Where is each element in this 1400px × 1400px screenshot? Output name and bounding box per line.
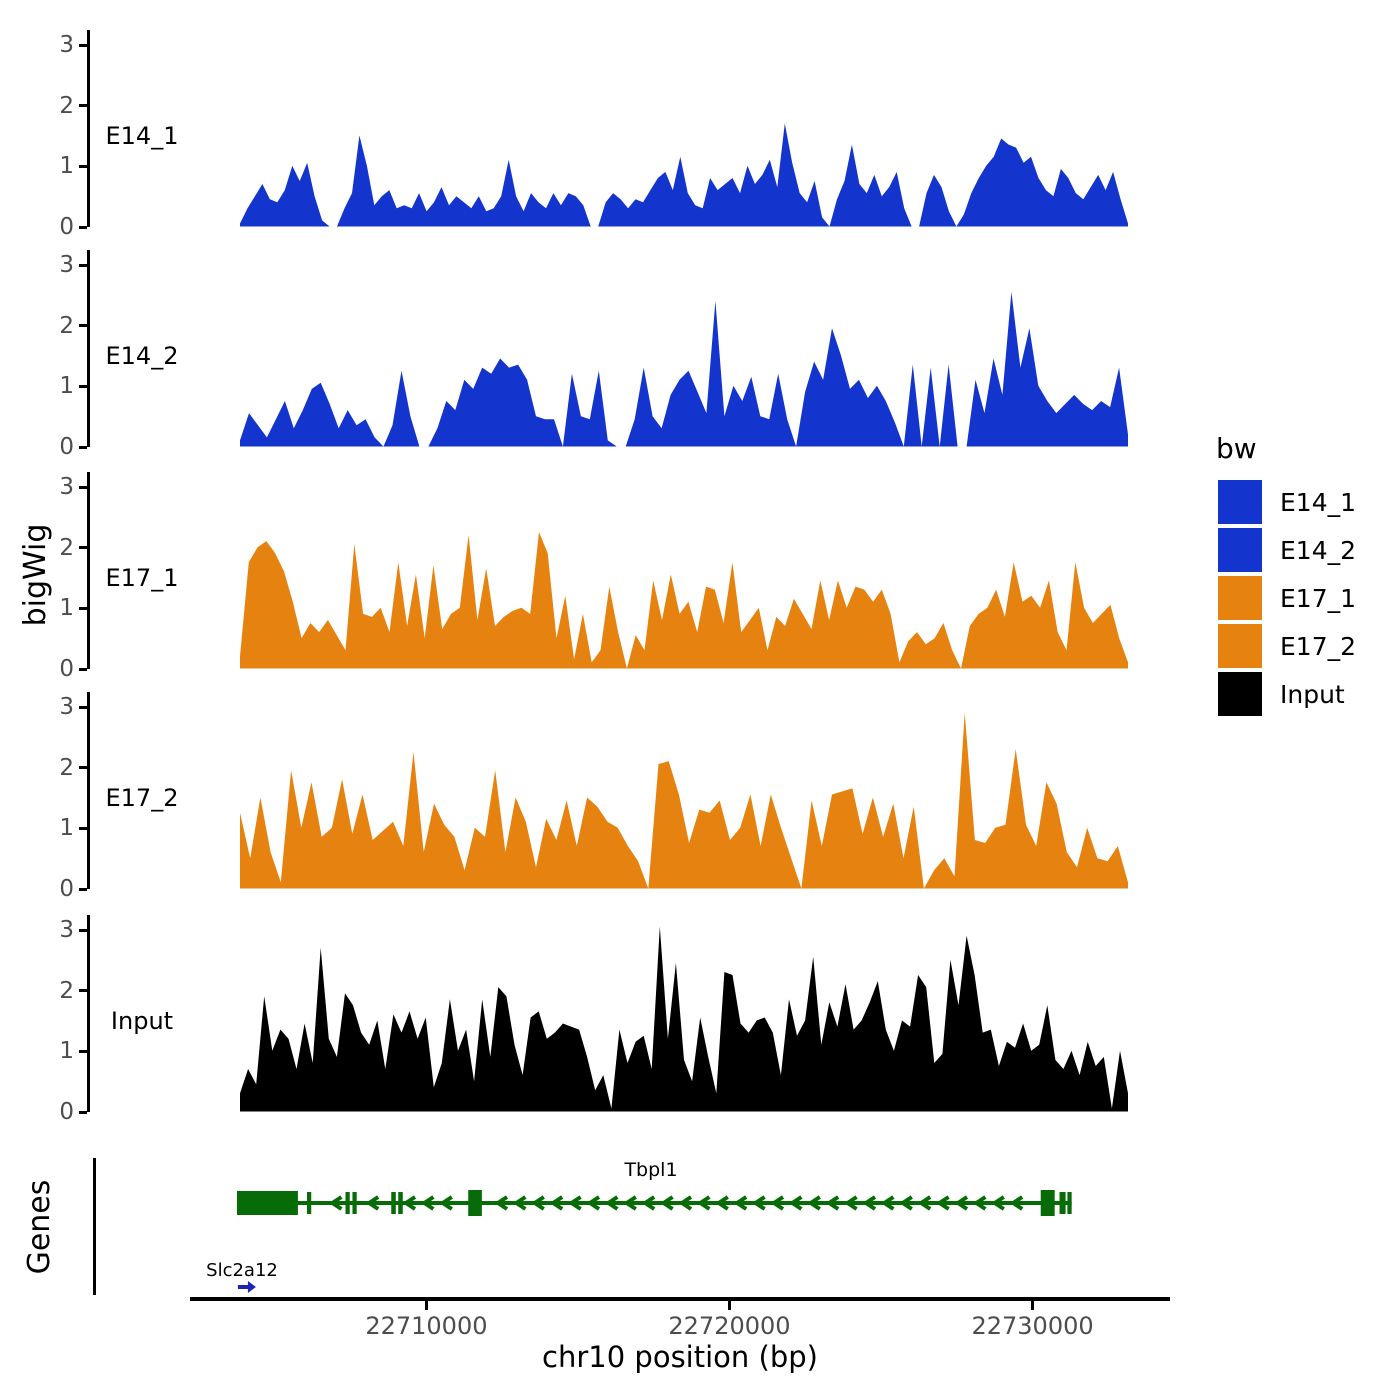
y-tick [79, 766, 87, 769]
legend-swatch-Input [1218, 672, 1262, 716]
legend-title: bw [1216, 432, 1257, 465]
genes-track [90, 1150, 1175, 1300]
y-tick [79, 486, 87, 489]
x-axis-line [190, 1297, 1170, 1301]
y-tick-label: 3 [59, 474, 74, 500]
y-tick [79, 706, 87, 709]
gene-label-Tbpl1: Tbpl1 [624, 1159, 678, 1181]
track-area-E14_1 [90, 30, 1175, 227]
track-label-E17_1: E17_1 [105, 564, 179, 592]
area-path-E17_2 [240, 713, 1128, 889]
y-tick [79, 446, 87, 449]
x-axis-title: chr10 position (bp) [542, 1340, 818, 1374]
y-tick-label: 2 [59, 534, 74, 561]
legend-label-E17_1: E17_1 [1280, 584, 1357, 613]
track-label-E14_2: E14_2 [105, 342, 179, 370]
y-tick-label: 3 [59, 694, 74, 720]
legend-label-E14_2: E14_2 [1280, 536, 1357, 565]
area-path-E14_1 [240, 123, 1128, 226]
y-tick [79, 385, 87, 388]
gene-Tbpl1-exon [237, 1191, 298, 1215]
y-tick-label: 1 [59, 595, 74, 622]
gene-Tbpl1-exon [398, 1192, 403, 1214]
y-tick [79, 607, 87, 610]
y-tick-label: 2 [59, 977, 74, 1004]
y-tick-label: 0 [59, 214, 74, 240]
gene-Tbpl1-exon [391, 1192, 396, 1214]
y-tick-label: 3 [59, 252, 74, 278]
legend-label-Input: Input [1280, 680, 1345, 709]
y-tick [79, 104, 87, 107]
x-tick-label: 22730000 [971, 1312, 1094, 1340]
track-label-E17_2: E17_2 [105, 784, 179, 812]
y-tick-label: 3 [59, 917, 74, 943]
y-tick [79, 989, 87, 992]
y-tick [79, 324, 87, 327]
y-tick-label: 2 [59, 92, 74, 119]
y-tick [79, 929, 87, 932]
x-tick-label: 22710000 [365, 1312, 488, 1340]
legend-label-E14_1: E14_1 [1280, 488, 1357, 517]
area-path-E14_2 [240, 292, 1128, 447]
y-tick-label: 1 [59, 373, 74, 400]
gene-Tbpl1-exon [1060, 1192, 1066, 1214]
y-tick [79, 44, 87, 47]
legend-swatch-E14_1 [1218, 480, 1262, 524]
gene-Tbpl1-line [237, 1201, 1072, 1205]
y-tick [79, 888, 87, 891]
legend-swatch-E14_2 [1218, 528, 1262, 572]
track-area-E14_2 [90, 250, 1175, 447]
track-label-Input: Input [110, 1007, 174, 1035]
gene-Tbpl1-exon [307, 1192, 311, 1214]
y-tick [79, 827, 87, 830]
y-tick-label: 0 [59, 876, 74, 902]
y-tick-label: 2 [59, 754, 74, 781]
x-tick [728, 1301, 731, 1310]
legend-swatch-E17_1 [1218, 576, 1262, 620]
gene-Tbpl1-exon [1041, 1190, 1055, 1216]
y-tick-label: 1 [59, 815, 74, 842]
y-tick [79, 165, 87, 168]
gene-Tbpl1-exon [1067, 1192, 1071, 1214]
x-tick [425, 1301, 428, 1310]
gene-Tbpl1-exon [352, 1192, 356, 1214]
y-tick [79, 226, 87, 229]
y-tick [79, 1111, 87, 1114]
area-path-Input [240, 927, 1128, 1112]
track-area-E17_2 [90, 692, 1175, 889]
y-tick-label: 1 [59, 153, 74, 180]
legend-label-E17_2: E17_2 [1280, 632, 1357, 661]
x-tick-label: 22720000 [668, 1312, 791, 1340]
y-tick [79, 264, 87, 267]
y-tick-label: 1 [59, 1038, 74, 1065]
track-area-E17_1 [90, 472, 1175, 669]
y-tick-label: 0 [59, 1099, 74, 1125]
y-tick-label: 3 [59, 32, 74, 58]
y-tick [79, 546, 87, 549]
gene-Tbpl1-exon [468, 1190, 482, 1216]
strand-arrow-right-icon [248, 1281, 256, 1293]
gene-label-Slc2a12: Slc2a12 [206, 1260, 278, 1281]
y-axis-title-genes: Genes [22, 1179, 57, 1275]
y-tick-label: 2 [59, 312, 74, 339]
x-tick [1031, 1301, 1034, 1310]
legend-swatch-E17_2 [1218, 624, 1262, 668]
y-axis-title-bigwig: bigWig [18, 523, 53, 627]
y-tick-label: 0 [59, 656, 74, 682]
area-path-E17_1 [240, 532, 1128, 669]
gene-Tbpl1-exon [345, 1192, 349, 1214]
y-tick [79, 1050, 87, 1053]
y-tick-label: 0 [59, 434, 74, 460]
track-label-E14_1: E14_1 [105, 122, 179, 150]
track-area-Input [90, 915, 1175, 1112]
y-tick [79, 668, 87, 671]
